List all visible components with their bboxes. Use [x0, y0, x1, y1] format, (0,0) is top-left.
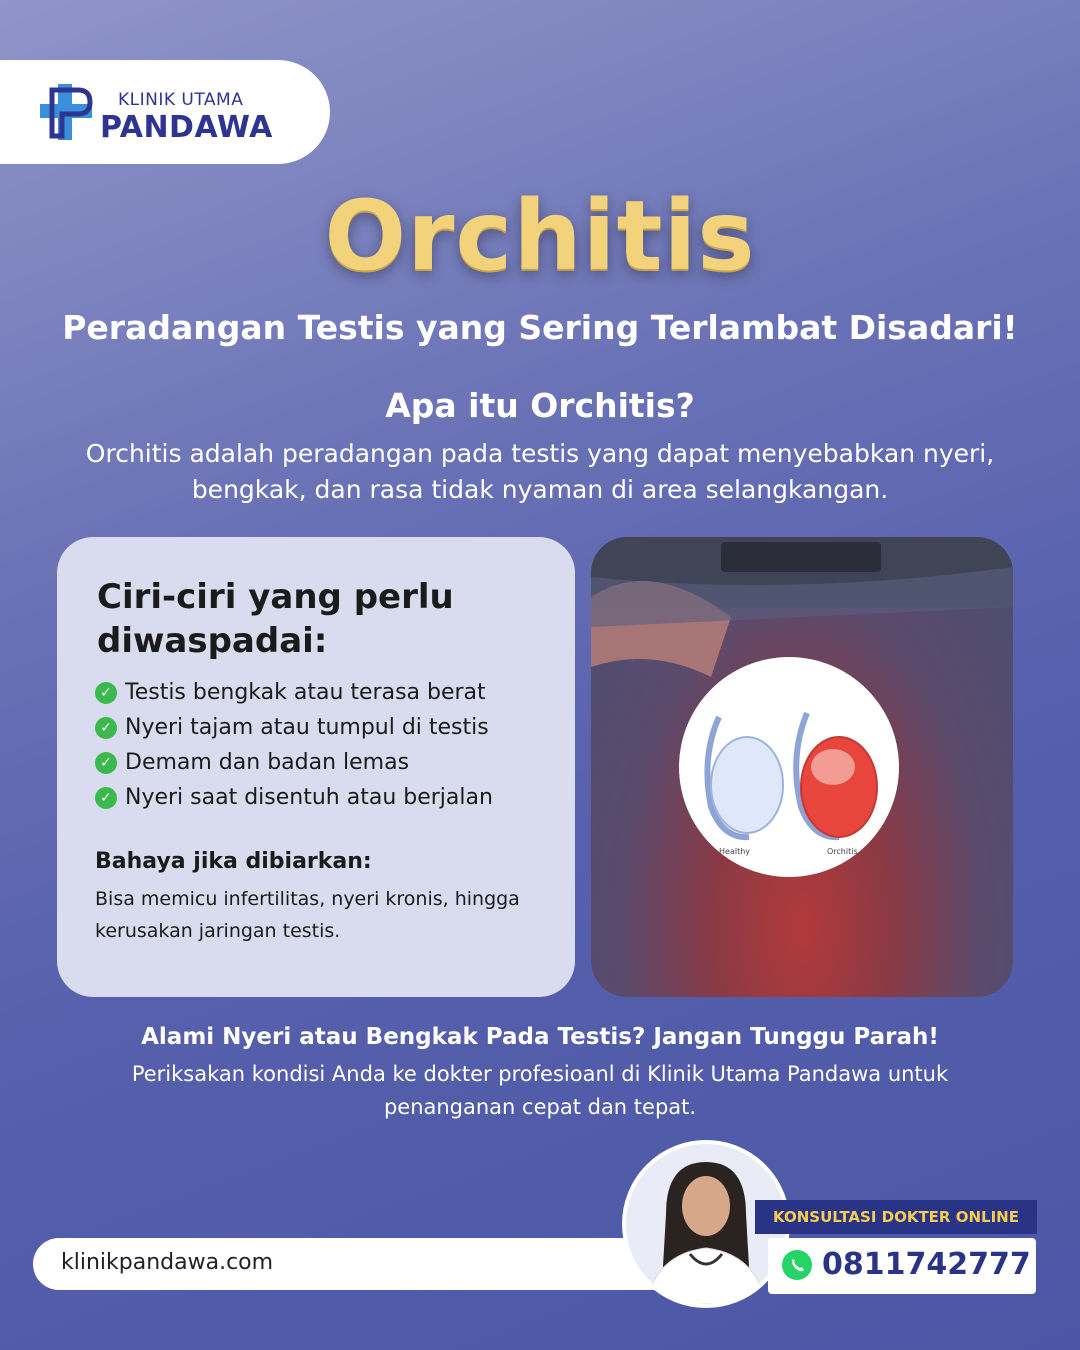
- page-title: Orchitis: [324, 180, 756, 292]
- cta-body: Periksakan kondisi Anda ke dokter profesioanl di Klinik Utama Pandawa untuk penanganan cepat dan tepat.: [131, 1062, 949, 1119]
- check-circle-icon: ✓: [95, 717, 117, 739]
- condition-photo: [591, 537, 1013, 997]
- whatsapp-icon: [780, 1248, 814, 1282]
- question-heading: Apa itu Orchitis?: [385, 386, 695, 425]
- question-body: Orchitis adalah peradangan pada testis yang dapat menyebabkan nyeri, bengkak, dan rasa tidak nyaman di area selangkangan.: [85, 439, 995, 504]
- card-heading: Ciri-ciri yang perlu diwaspadai:: [97, 577, 454, 661]
- list-item: [95, 780, 493, 815]
- website-text: klinikpandawa.com: [61, 1250, 274, 1275]
- label-healthy: Healthy: [719, 847, 751, 856]
- list-item: [95, 710, 493, 745]
- danger-heading: Bahaya jika dibiarkan:: [95, 849, 372, 874]
- check-circle-icon: ✓: [95, 752, 117, 774]
- website-link[interactable]: [33, 1238, 713, 1290]
- brand-line1: KLINIK UTAMA: [118, 90, 244, 110]
- label-orchitis: Orchitis: [827, 847, 858, 856]
- list-item: [95, 675, 493, 710]
- consult-label: KONSULTASI DOKTER ONLINE: [773, 1208, 1019, 1226]
- diagram-circle: [679, 657, 899, 877]
- list-item: [95, 745, 493, 780]
- symptom-list: [95, 675, 493, 815]
- phone-link[interactable]: [768, 1238, 1036, 1294]
- brand-logo: [0, 60, 330, 164]
- cta-heading: Alami Nyeri atau Bengkak Pada Testis? Jangan Tunggu Parah!: [141, 1024, 939, 1050]
- brand-line2: PANDAWA: [100, 110, 273, 145]
- symptoms-card: [57, 537, 575, 997]
- check-circle-icon: ✓: [95, 682, 117, 704]
- phone-number: 0811742777: [822, 1247, 1031, 1282]
- symptom-text: Nyeri saat disentuh atau berjalan: [125, 785, 493, 810]
- pandawa-logo-icon: [38, 82, 94, 142]
- danger-body: Bisa memicu infertilitas, nyeri kronis, hingga kerusakan jaringan testis.: [95, 888, 520, 942]
- page-subtitle: Peradangan Testis yang Sering Terlambat Disadari!: [62, 308, 1018, 347]
- testis-diagram: [679, 657, 899, 877]
- check-circle-icon: ✓: [95, 787, 117, 809]
- symptom-text: Demam dan badan lemas: [125, 750, 410, 775]
- symptom-text: Testis bengkak atau terasa berat: [125, 680, 486, 705]
- symptom-text: Nyeri tajam atau tumpul di testis: [125, 715, 489, 740]
- consult-banner: [755, 1200, 1037, 1234]
